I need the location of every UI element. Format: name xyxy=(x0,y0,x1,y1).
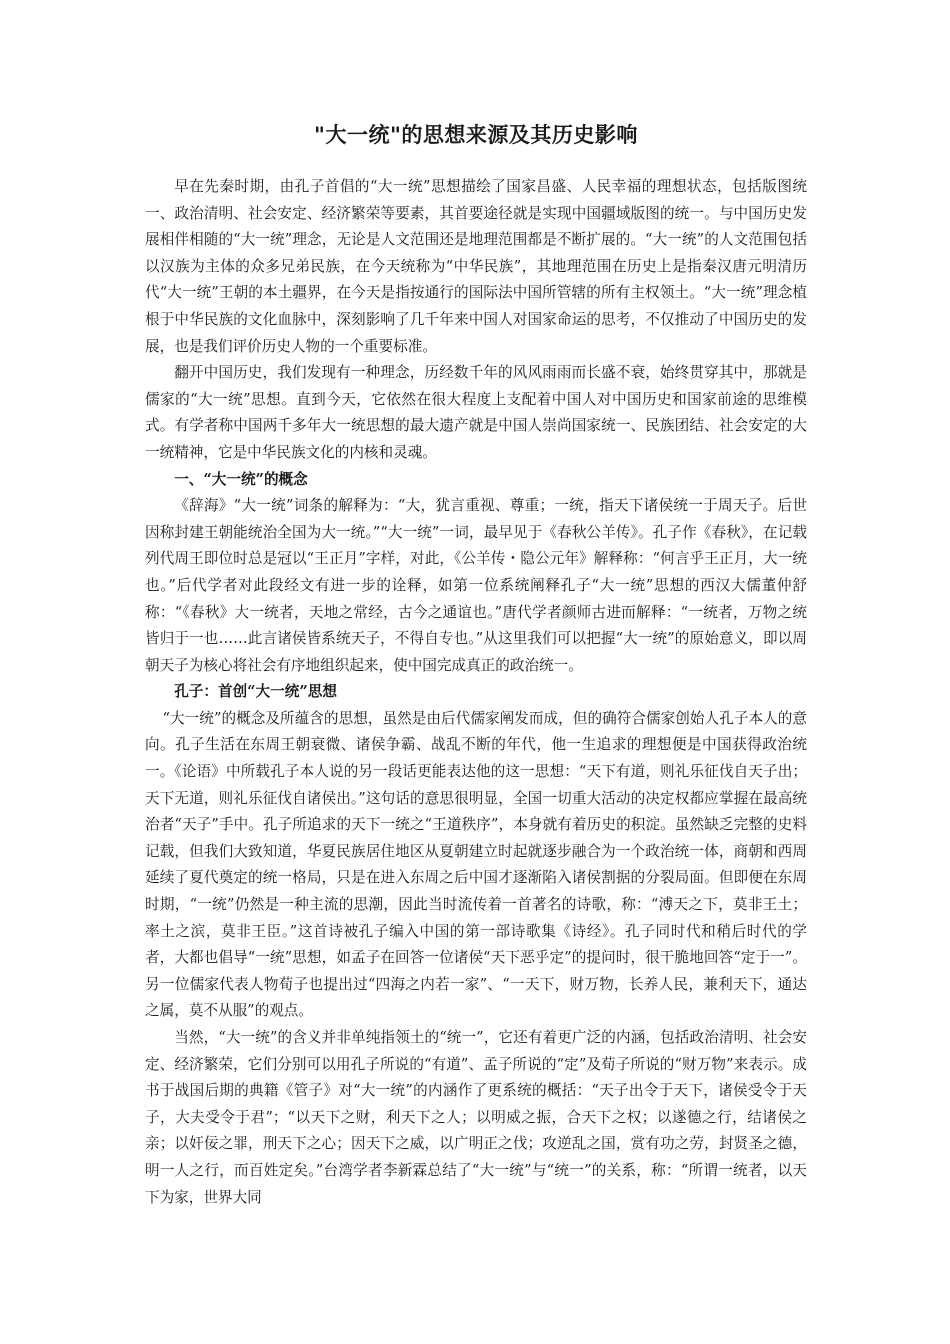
paragraph-meaning: 当然，“大一统”的含义并非单纯指领土的“统一”，它还有着更广泛的内涵，包括政治清明、社会安定、经济繁荣，它们分别可以用孔子所说的“有道”、孟子所说的“定”及荀子所说的“财万物”来表示。成书于战国后期的典籍《管子》对“大一统”的内涵作了更系统的概括：“天子出令于天下，诸侯受令于天子，大夫受令于君”；“以天下之财，利天下之人；以明威之振，合天下之权；以遂德之行，结诸侯之亲；以奸佞之罪，刑天下之心；因天下之威，以广明正之伐；攻逆乱之国，赏有功之劳，封贤圣之德，明一人之行，而百姓定矣。”台湾学者李新霖总结了“大一统”与“统一”的关系，称：“所谓一统者，以天下为家，世界大同 xyxy=(145,1029,807,1206)
paragraph-concept: 《辞海》“大一统”词条的解释为：“大，犹言重视、尊重；一统，指天下诸侯统一于周天子。后世因称封建王朝能统治全国为大一统。”“大一统”一词，最早见于《春秋公羊传》。孔子作《春秋》，在记载列代周王即位时总是冠以“王正月”字样，对此，《公羊传・隐公元年》解释称：“何言乎王正月，大一统也。”后代学者对此段经文有进一步的诠释，如第一位系统阐释孔子“大一统”思想的西汉大儒董仲舒称：“《春秋》大一统者，天地之常经，古今之通谊也。”唐代学者颜师古进而解释：“一统者，万物之统皆归于一也……此言诸侯皆系统天子，不得自专也。”从这里我们可以把握“大一统”的原始意义，即以周朝天子为核心将社会有序地组织起来，使中国完成真正的政治统一。 xyxy=(145,497,807,674)
section-heading-confucius: 孔子：首创“大一统”思想 xyxy=(174,683,337,701)
paragraph-overview: 翻开中国历史，我们发现有一种理念，历经数千年的风风雨雨而长盛不衰，始终贯穿其中，那就是儒家的“大一统”思想。直到今天，它依然在很大程度上支配着中国人对中国历史和国家前途的思维模式。有学者称中国两千多年大一统思想的最大遗产就是中国人崇尚国家统一、民族团结、社会安定的大一统精神，它是中华民族文化的内核和灵魂。 xyxy=(145,364,807,461)
section-heading-concept: 一、“大一统”的概念 xyxy=(174,470,308,488)
paragraph-intro: 早在先秦时期，由孔子首倡的“大一统”思想描绘了国家昌盛、人民幸福的理想状态，包括版图统一、政治清明、社会安定、经济繁荣等要素，其首要途径就是实现中国疆域版图的统一。与中国历史发展相伴相随的“大一统”理念，无论是人文范围还是地理范围都是不断扩展的。“大一统”的人文范围包括以汉族为主体的众多兄弟民族，在今天统称为“中华民族”，其地理范围在历史上是指秦汉唐元明清历代“大一统”王朝的本土疆界，在今天是指按通行的国际法中国所管辖的所有主权领土。“大一统”理念植根于中华民族的文化血脉中，深刻影响了几千年来中国人对国家命运的思考，不仅推动了中国历史的发展，也是我们评价历史人物的一个重要标准。 xyxy=(145,178,807,355)
document-page xyxy=(145,118,807,1211)
paragraph-confucius: “大一统”的概念及所蕴含的思想，虽然是由后代儒家阐发而成，但的确符合儒家创始人孔子本人的意向。孔子生活在东周王朝衰微、诸侯争霸、战乱不断的年代，他一生追求的理想便是中国获得政治统一。《论语》中所载孔子本人说的另一段话更能表达他的这一思想：“天下有道，则礼乐征伐自天子出；天下无道，则礼乐征伐自诸侯出。”这句话的意思很明显，全国一切重大活动的决定权都应掌握在最高统治者“天子”手中。孔子所追求的天下一统之“王道秩序”，本身就有着历史的积淀。虽然缺乏完整的史料记载，但我们大致知道，华夏民族居住地区从夏朝建立时起就逐步融合为一个政治统一体，商朝和西周延续了夏代奠定的统一格局，只是在进入东周之后中国才逐渐陷入诸侯割据的分裂局面。但即便在东周时期，“一统”仍然是一种主流的思潮，因此当时流传着一首著名的诗歌，称：“溥天之下，莫非王土；率土之滨，莫非王臣。”这首诗被孔子编入中国的第一部诗歌集《诗经》。孔子同时代和稍后时代的学者，大都也倡导“一统”思想，如孟子在回答一位诸侯“天下恶乎定”的提问时，很干脆地回答“定于一”。另一位儒家代表人物荀子也提出过“四海之内若一家”、“一天下，财万物，长养人民，兼利天下，通达之属，莫不从服”的观点。 xyxy=(145,709,807,1020)
document-title: "大一统"的思想来源及其历史影响 xyxy=(314,123,638,147)
